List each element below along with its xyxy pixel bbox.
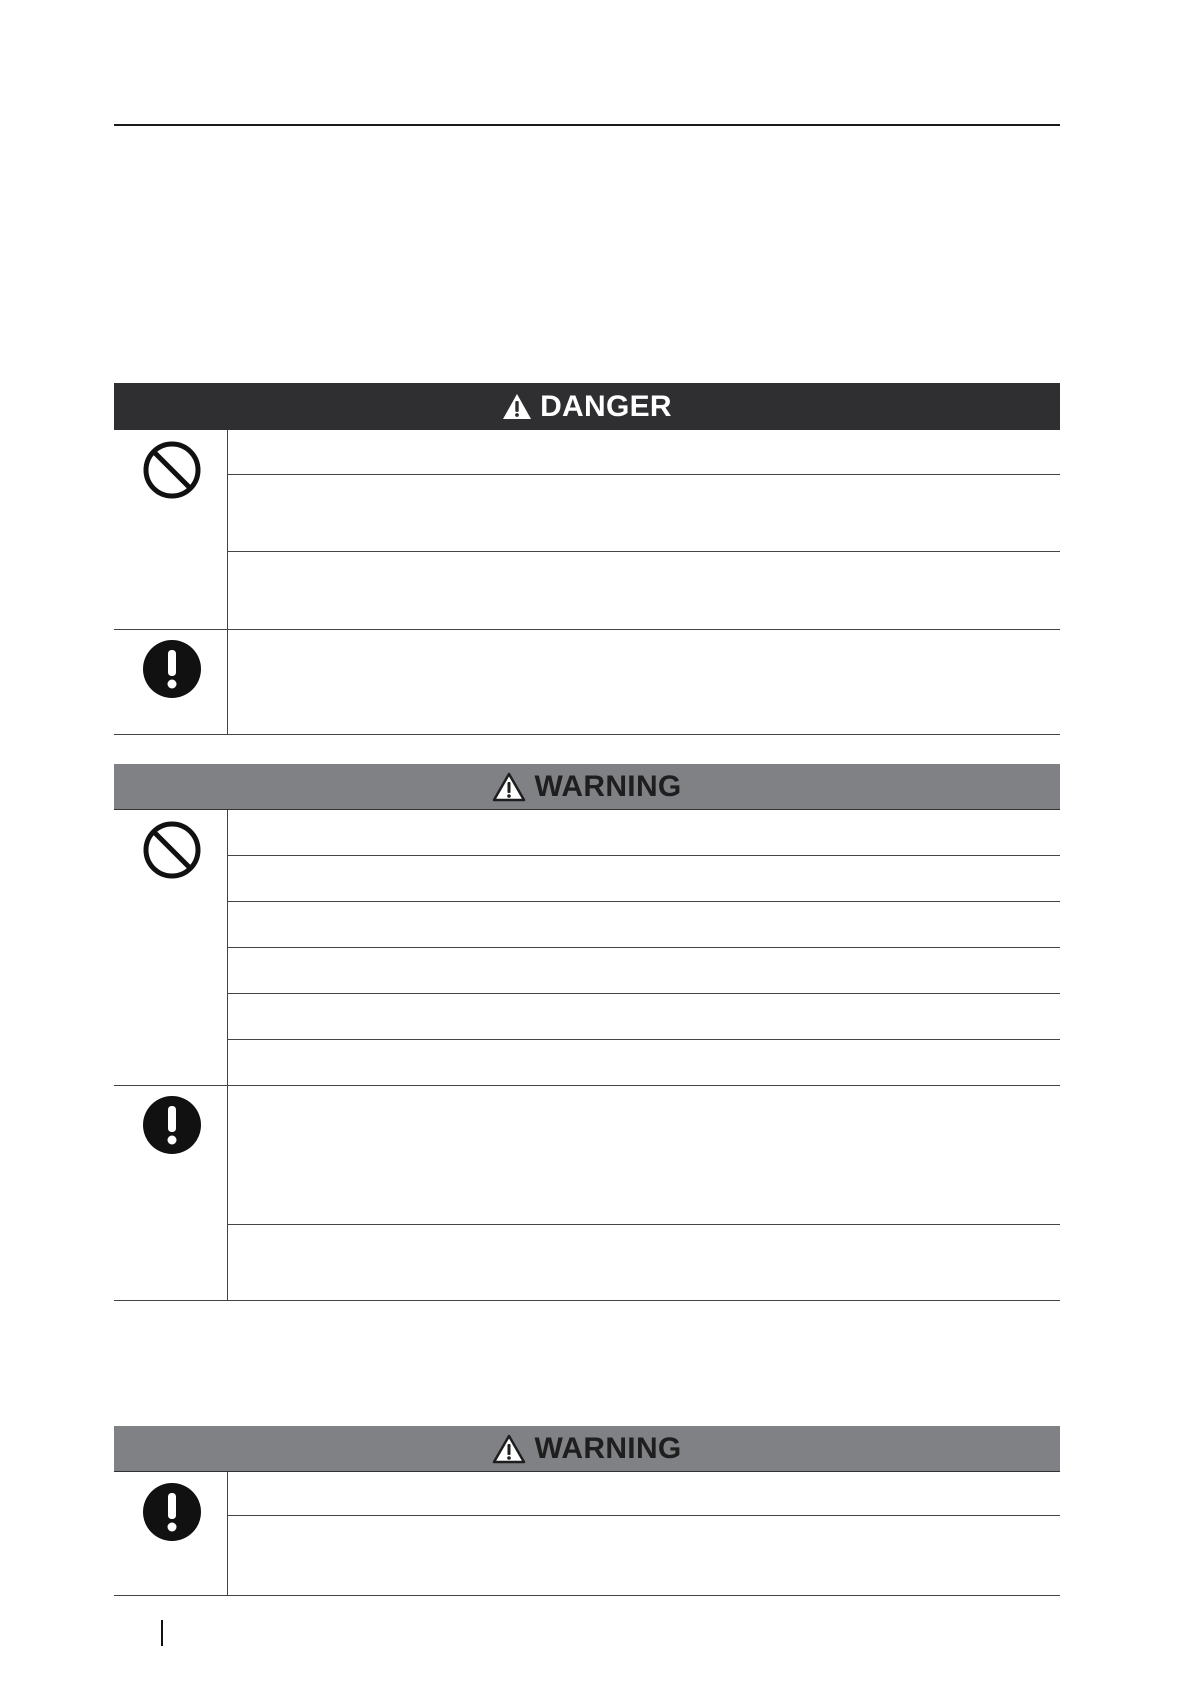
danger-title: DANGER	[540, 389, 672, 423]
table-bottom-rule	[114, 734, 1060, 735]
prohibition-icon	[142, 440, 202, 500]
warning-row-3	[239, 902, 1049, 947]
danger-table	[114, 383, 1060, 735]
mandatory-action-icon	[142, 639, 202, 699]
warning-row-6	[239, 1040, 1049, 1085]
warning-row-4	[239, 948, 1049, 993]
table-bottom-rule	[114, 1300, 1060, 1301]
symbol-column-divider	[227, 1472, 228, 1596]
danger-row-2	[239, 475, 1049, 551]
mandatory-action-icon	[142, 1482, 202, 1542]
footer-page-marker	[161, 1620, 163, 1646]
warning-table-2	[114, 1426, 1060, 1596]
danger-row-3	[239, 552, 1049, 629]
warning-triangle-icon	[492, 1434, 526, 1464]
warning-title: WARNING	[534, 769, 682, 803]
warning-triangle-icon	[502, 393, 532, 420]
table-bottom-rule	[114, 1595, 1060, 1596]
symbol-column-divider	[227, 810, 228, 1301]
warning-row-7	[239, 1086, 1049, 1224]
warning-row-5	[239, 994, 1049, 1039]
danger-row-1	[239, 430, 1049, 474]
warning-row-1	[239, 810, 1049, 855]
warning-title: WARNING	[534, 1431, 682, 1465]
warning-table-1	[114, 764, 1060, 1301]
danger-header	[114, 383, 1060, 430]
mandatory-action-icon	[142, 1095, 202, 1155]
warning-header	[114, 764, 1060, 810]
warning-triangle-icon	[492, 772, 526, 802]
prohibition-icon	[142, 820, 202, 880]
danger-row-4	[239, 630, 1049, 734]
top-rule	[114, 124, 1060, 126]
warning-row-2	[239, 856, 1049, 901]
warning-row-8	[239, 1225, 1049, 1300]
symbol-column-divider	[227, 430, 228, 735]
warning2-row-1	[239, 1472, 1049, 1515]
warning-header	[114, 1426, 1060, 1472]
warning2-row-2	[239, 1516, 1049, 1595]
